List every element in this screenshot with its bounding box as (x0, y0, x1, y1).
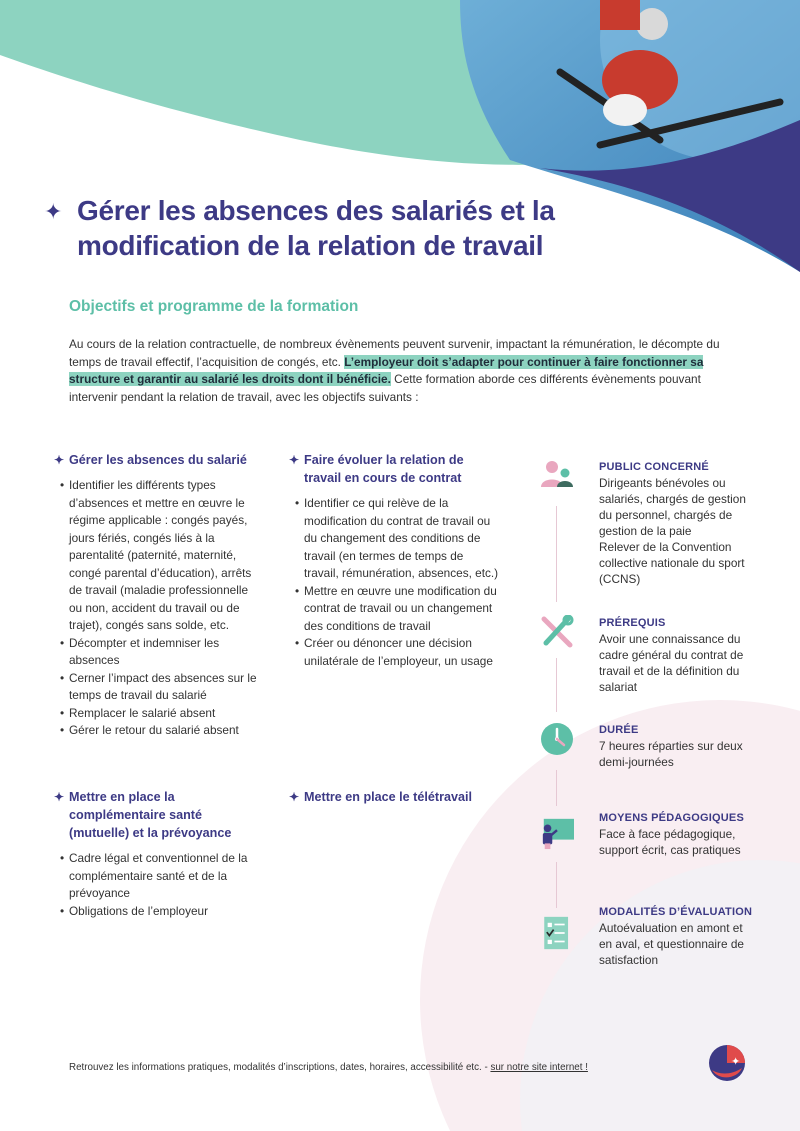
people-icon (540, 459, 574, 493)
list-item: • Cerner l’impact des absences sur le temps de travail du salarié (61, 670, 259, 705)
intro-highlight: L’employeur doit s’adapter pour continuer à faire fonctionner sa structure et garantir au salarié les droits dont il bénéficie. (69, 354, 704, 386)
intro-before: Au cours de la relation contractuelle, de nombreux évènements peuvent survenir, impactant la rémunération, le décompte du temps de travail effectif, l’acquisition de congés, etc. (69, 337, 720, 369)
tools-icon (540, 615, 574, 649)
star-icon: ✦ (289, 453, 300, 467)
clock-icon (540, 722, 574, 756)
connector-line (556, 506, 557, 602)
brand-logo-icon (708, 1044, 746, 1082)
page-title (44, 193, 664, 263)
list-item: • Créer ou dénoncer une décision unilatérale de l’employeur, un usage (296, 635, 499, 670)
footer-note (69, 1062, 588, 1073)
connector-line (556, 862, 557, 908)
info-text: 7 heures réparties sur deux demi-journées (599, 739, 743, 769)
info-text: Face à face pédagogique, support écrit, cas pratiques (599, 827, 741, 857)
svg-text:✦: ✦ (731, 1055, 741, 1068)
connector-line (556, 658, 557, 712)
intro-paragraph (69, 336, 739, 406)
module-teletravail (289, 788, 499, 806)
list-item: • Cadre légal et conventionnel de la complémentaire santé et de la prévoyance (61, 850, 259, 903)
info-label: MOYENS PÉDAGOGIQUES (599, 812, 744, 824)
list-item: • Identifier ce qui relève de la modification du contrat de travail ou du changement des conditions de travail (en termes de temps de travail, rémunération, absences, etc.) (296, 495, 499, 583)
list-item: • Mettre en œuvre une modification du contrat de travail ou un changement des conditions de travail (296, 583, 499, 636)
info-label: PUBLIC CONCERNÉ (599, 461, 709, 473)
connector-line (556, 770, 557, 806)
list-item: • Gérer le retour du salarié absent (61, 722, 259, 740)
module-absences (54, 451, 259, 740)
checklist-icon (540, 916, 574, 950)
footer-text: Retrouvez les informations pratiques, modalités d’inscriptions, dates, horaires, accessibilité etc. - (69, 1062, 491, 1073)
list-item: • Identifier les différents types d’absences et mettre en œuvre le régime applicable : congés payés, jours fériés, congés liés à la parentalité (paternité, maternité, congé parental d’éducation), arrêts de travail (maladie professionnelle ou non, accident du travail ou de trajet), congés sans solde, etc. (61, 477, 259, 635)
info-text: Avoir une connaissance du cadre général du contrat de travail et de la définition du salariat (599, 632, 744, 694)
section-title: Objectifs et programme de la formation (69, 298, 359, 315)
info-label: MODALITÉS D’ÉVALUATION (599, 906, 753, 918)
list-item: • Remplacer le salarié absent (61, 705, 259, 723)
website-link[interactable]: sur notre site internet ! (490, 1062, 588, 1073)
star-icon: ✦ (54, 453, 65, 467)
module-title: ✦ Mettre en place la complémentaire santé (mutuelle) et la prévoyance (54, 790, 232, 840)
info-text: Dirigeants bénévoles ou salariés, chargés de gestion du personnel, chargés de gestion de la paie Relever de la Convention collective nationale du sport (CCNS) (599, 476, 746, 586)
module-title: ✦ Mettre en place le télétravail (289, 790, 472, 804)
star-icon: ✦ (289, 790, 300, 804)
module-relation (289, 451, 499, 670)
module-title: ✦ Faire évoluer la relation de travail en cours de contrat (289, 453, 464, 485)
info-text: Autoévaluation en amont et en aval, et questionnaire de satisfaction (599, 921, 744, 967)
module-list (54, 477, 259, 740)
intro-after: Cette formation aborde ces différents évènements pouvant intervenir pendant la relation de travail, avec les objectifs suivants : (69, 372, 701, 404)
module-list (289, 495, 499, 670)
module-list (54, 850, 259, 920)
module-mutuelle (54, 788, 259, 920)
info-label: DURÉE (599, 724, 639, 736)
title-text: Gérer les absences des salariés et la modification de la relation de travail (77, 195, 555, 261)
list-item: • Décompter et indemniser les absences (61, 635, 259, 670)
teacher-board-icon (540, 816, 574, 850)
title-star-icon: ✦ (44, 199, 63, 224)
module-title: ✦ Gérer les absences du salarié (54, 453, 247, 467)
star-icon: ✦ (54, 790, 65, 804)
info-label: PRÉREQUIS (599, 617, 666, 629)
list-item: • Obligations de l’employeur (61, 903, 259, 921)
